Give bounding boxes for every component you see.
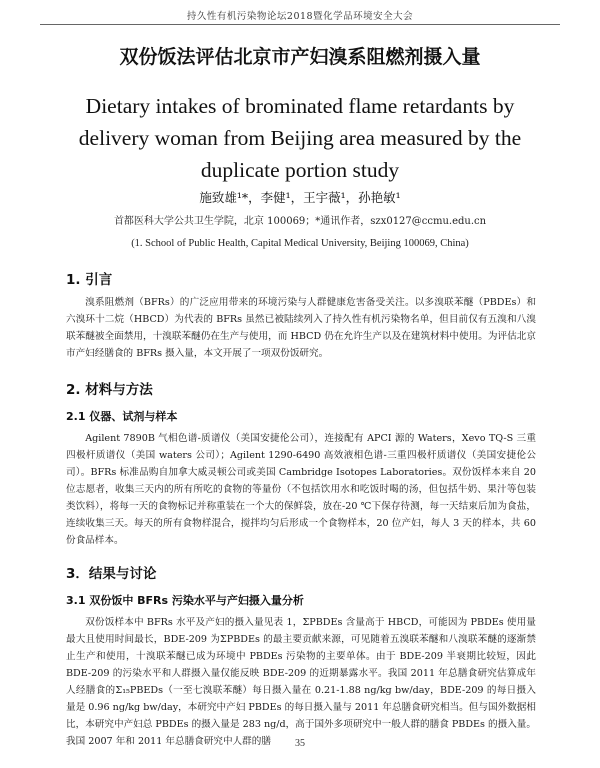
affiliation-chinese: 首都医科大学公共卫生学院，北京 100069；*通讯作者，szx0127@ccmu.edu.cn <box>113 216 487 227</box>
section-heading-intro: 1. 引言 <box>66 272 113 288</box>
header-divider <box>40 24 560 25</box>
section-heading-results: 3．结果与讨论 <box>66 566 157 582</box>
title-chinese: 双份饭法评估北京市产妇溴系阻燃剂摄入量 <box>119 46 481 68</box>
section-heading-methods: 2. 材料与方法 <box>66 382 153 398</box>
results-paragraph: 双份饭样本中 BFRs 水平及产妇的摄入量见表 1，ΣPBDEs 含量高于 HBCD，可能因为 PBDEs 使用量最大且使用时间最长，BDE-209 为ΣPBDEs 的最主要贡献来源，可见随着五溴联苯醚和八溴联苯醚的逐渐禁止生产和使用，十溴联苯醚已成为环境中 PBDEs 污染物的主要单体。由于 BDE-209 半衰期比较短，因此 BDE-209 的污染水平和人群摄入量仅能反映 BDE-209 的近期暴露水平。我国 2011 年总膳食研究估算成年人经膳食的Σ₁₅PBEDs（一至七溴联苯醚）每日摄入量在 0.21-1.88 ng/kg bw/day，BDE-209 的每日摄入量是 0.96 ng/kg bw/day，本研究中产妇 PBDEs 的每日摄入量与 2011 年总膳食研究相当。但与国外数据相比，本研究中产妇总 PBDEs 的摄入量是 283 ng/d，高于国外多项研究中一般人群的膳食 PBDEs 的摄入量。我国 2007 年和 2011 年总膳食研究中人群的膳 <box>66 617 536 747</box>
affiliation-english: (1. School of Public Health, Capital Medical University, Beijing 100069, China) <box>131 238 469 249</box>
page-number: 35 <box>295 738 305 749</box>
subsection-heading-instruments: 2.1 仪器、试剂与样本 <box>66 410 178 423</box>
running-header: 持久性有机污染物论坛2018暨化学品环境安全大会 <box>186 11 414 22</box>
intro-paragraph: 溴系阻燃剂（BFRs）的广泛应用带来的环境污染与人群健康危害备受关注。以多溴联苯醚（PBDEs）和六溴环十二烷（HBCD）为代表的 BFRs 虽然已被陆续列入了持久性有机污染物名单，但目前仅有五溴和八溴联苯醚被全面禁用，十溴联苯醚仍在生产与使用，而 HBCD 仍在允许生产以及在建筑材料中使用。为评估北京市产妇经膳食的 BFRs 摄入量，本文开展了一项双份饭研究。 <box>66 297 536 359</box>
author-list: 施致雄¹*，李健¹，王宇薇¹，孙艳敏¹ <box>199 190 401 205</box>
title-english: Dietary intakes of brominated flame retardants by delivery woman from Beijing area measured by the duplicate portion study <box>78 94 522 182</box>
subsection-heading-bfrs: 3.1 双份饭中 BFRs 污染水平与产妇摄入量分析 <box>66 594 304 607</box>
methods-paragraph: Agilent 7890B 气相色谱-质谱仪（美国安捷伦公司），连接配有 APCI 源的 Waters，Xevo TQ-S 三重四极杆质谱仪（美国 waters 公司）；Agilent 1290-6490 高效液相色谱-三重四极杆质谱仪（美国安捷伦公司）。BFRs 标准品购自加拿大威灵顿公司或美国 Cambridge Isotopes Laboratories。双份饭样本来自 20 位志愿者，收集三天内的所有所吃的食物的等量份（不包括饮用水和吃饭时喝的汤，但包括牛奶、果汁等包装类饮料），将每一天的食物标记并称重装在一个大的保鲜袋，放在-20 ℃下保存待测，每一天结束后加为食盐，连续收集三天。每天的所有食物样混合，搅拌均匀后形成一个食物样本，20 位产妇，每人 3 天的样本，共 60 份食品样本。 <box>66 433 536 546</box>
